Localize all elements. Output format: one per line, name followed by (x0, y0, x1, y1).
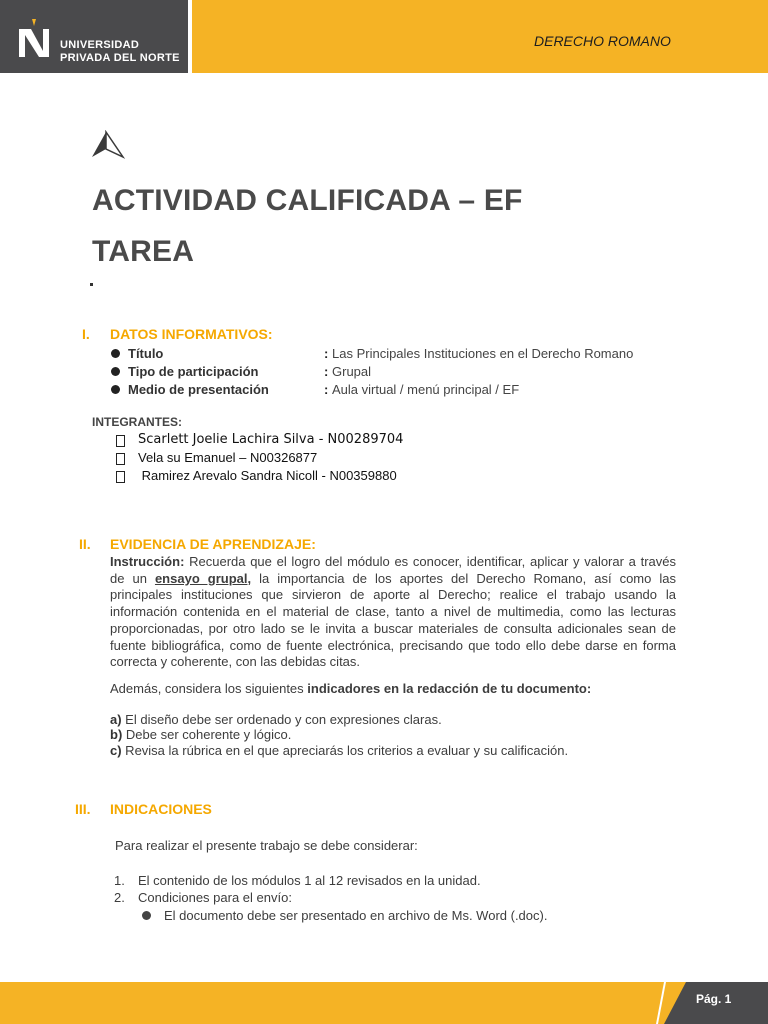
instruction-text-b: la importancia de los aportes del Derecho Romano, así como las principales instituciones que sirvieron de aporte al Derecho; realice el trabajo usando la información contenida en el material de clase, tanto a nivel de multimedia, como las lecturas proporcionadas, por otro lado se le invita a buscar materiales de consulta adicionales sean de fuente bibliográfica, como de fuente electrónica, precisando que todo ello debe darse en forma correcta y coherente, con las debidas citas. (110, 570, 676, 670)
colon-separator: : (324, 382, 329, 397)
header-bar (192, 0, 768, 73)
indicators-intro-text: Además, considera los siguientes (110, 681, 308, 696)
bullet-icon (111, 385, 120, 394)
colon-separator: : (324, 346, 329, 361)
logo-text-line2: PRIVADA DEL NORTE (60, 52, 180, 64)
stray-mark (90, 283, 93, 286)
indicator-text: Revisa la rúbrica en el que apreciarás los criterios a evaluar y su calificación. (121, 743, 569, 758)
missing-glyph-icon (116, 471, 125, 483)
integrantes-label: INTEGRANTES: (92, 415, 182, 429)
info-label: Medio de presentación (128, 382, 269, 397)
indicator-letter: a) (110, 712, 122, 727)
item-number: 2. (114, 890, 125, 905)
indicator-letter: b) (110, 727, 123, 742)
upn-logo-icon (17, 17, 51, 61)
section1-number: I. (82, 326, 90, 342)
bullet-icon (111, 349, 120, 358)
bullet-icon (142, 911, 151, 920)
indicators-intro (110, 681, 591, 696)
section2-number: II. (79, 536, 91, 552)
indicator-item (110, 743, 568, 758)
page-title-line1: ACTIVIDAD CALIFICADA – EF (92, 184, 523, 217)
item-number: 1. (114, 873, 125, 888)
numbered-item (114, 890, 292, 905)
sub-item-text: El documento debe ser presentado en archivo de Ms. Word (.doc). (164, 908, 548, 923)
indicator-text: El diseño debe ser ordenado y con expresiones claras. (121, 712, 442, 727)
instruction-emphasis: ensayo grupal (154, 570, 248, 586)
indicator-text: Debe ser coherente y lógico. (122, 727, 292, 742)
info-value: Aula virtual / menú principal / EF (332, 382, 520, 397)
missing-glyph-icon (116, 453, 125, 465)
indicator-letter: c) (110, 743, 122, 758)
section1-title: DATOS INFORMATIVOS: (110, 326, 273, 342)
indications-intro: Para realizar el presente trabajo se debe considerar: (115, 838, 418, 853)
colon-separator: : (324, 364, 329, 379)
instruction-label: Instrucción: (110, 554, 185, 569)
navigation-arrow-icon (90, 130, 126, 160)
instruction-comma: , (247, 570, 252, 586)
indicator-item (110, 712, 442, 727)
member-name: Vela su Emanuel – N00326877 (138, 450, 318, 465)
instruction-text-a: Recuerda que el logro del módulo es conocer, identificar, aplicar y valorar a través de un (110, 554, 676, 586)
member-name: Ramirez Arevalo Sandra Nicoll - N00359880 (138, 468, 397, 483)
page-title-line2: TAREA (92, 235, 195, 268)
instruction-paragraph (110, 554, 676, 671)
section3-number: III. (75, 801, 91, 817)
header-logo-panel (0, 0, 188, 73)
numbered-item (114, 873, 481, 888)
bullet-icon (111, 367, 120, 376)
logo-text-line1: UNIVERSIDAD (60, 39, 140, 51)
indicators-intro-bold: indicadores en la redacción de tu documento: (307, 681, 592, 696)
page-number: Pág. 1 (696, 992, 732, 1006)
item-text: Condiciones para el envío: (138, 890, 292, 905)
indicator-item (110, 727, 291, 742)
course-name: DERECHO ROMANO (534, 33, 671, 49)
footer-bar (0, 982, 768, 1024)
info-value: Las Principales Instituciones en el Derecho Romano (332, 346, 634, 361)
item-text: El contenido de los módulos 1 al 12 revisados en la unidad. (138, 873, 481, 888)
info-label: Título (128, 346, 164, 361)
section2-title: EVIDENCIA DE APRENDIZAJE: (110, 536, 316, 552)
missing-glyph-icon (116, 435, 125, 447)
info-label: Tipo de participación (128, 364, 259, 379)
member-name: Scarlett Joelie Lachira Silva - N00289704 (138, 432, 404, 447)
info-value: Grupal (332, 364, 372, 379)
section3-title: INDICACIONES (110, 801, 212, 817)
